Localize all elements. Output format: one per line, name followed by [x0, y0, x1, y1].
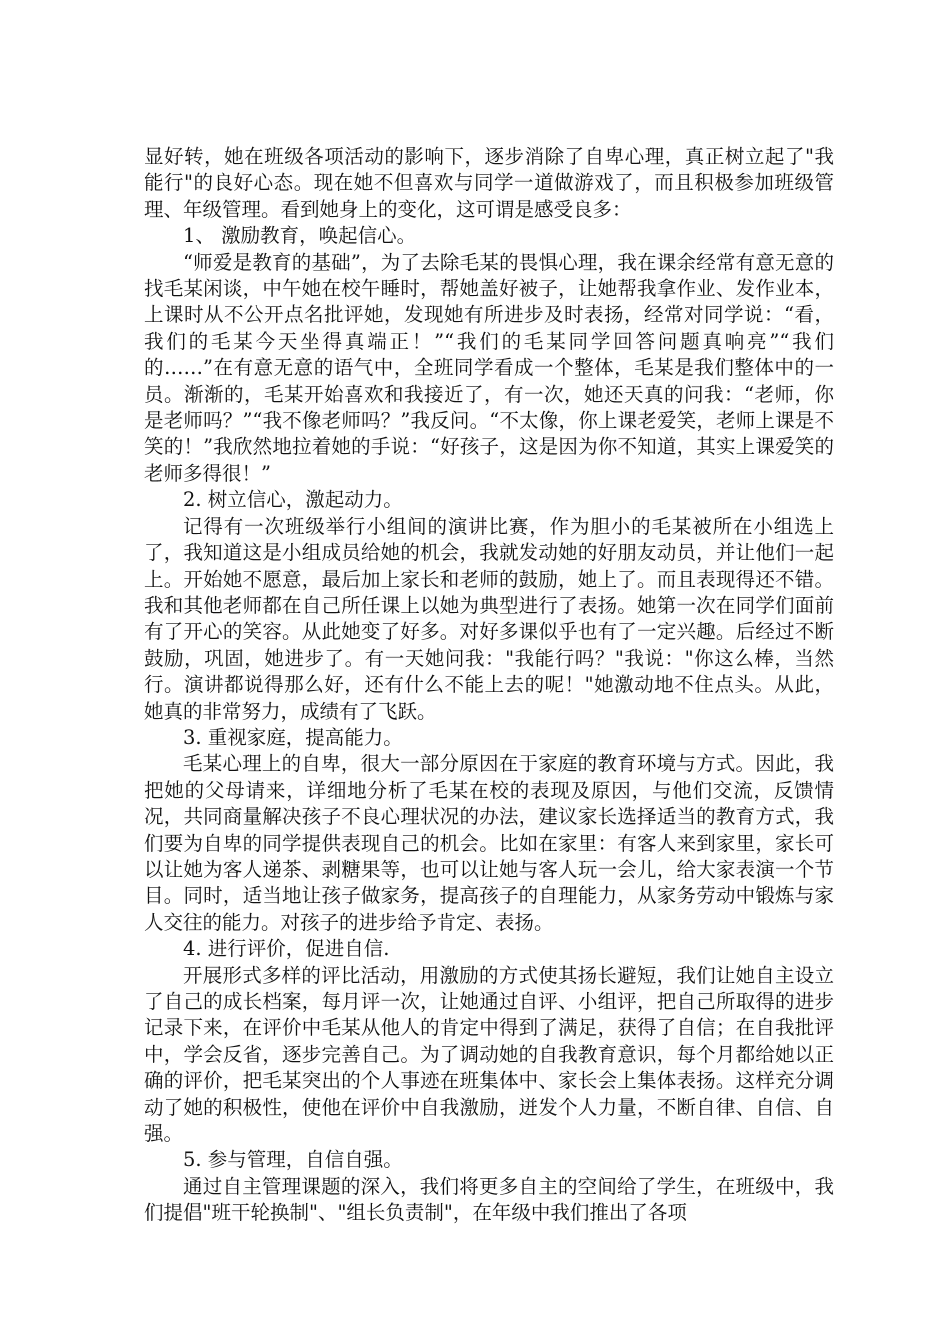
section-heading-5: 5. 参与管理，自信自强。	[183, 1148, 403, 1172]
section-heading-1: 1、 激励教育，唤起信心。	[183, 224, 417, 248]
section-heading-2: 2. 树立信心，激起动力。	[183, 488, 403, 512]
paragraph-section-4: 开展形式多样的评比活动，用激励的方式使其扬长避短，我们让她自主设立了自己的成长档案，每月评一次，让她通过自评、小组评，把自己所取得的进步记录下来，在评价中毛某从他人的肯定中得到了满足，获得了自信；在自我批评中，学会反省，逐步完善自己。为了调动她的自我教育意识，每个月都给她以正确的评价，把毛某突出的个人事迹在班集体中、家长会上集体表扬。这样充分调动了她的积极性，使他在评价中自我激励，迸发个人力量，不断自律、自信、自强。	[144, 963, 834, 1146]
paragraph-intro: 显好转，她在班级各项活动的影响下，逐步消除了自卑心理，真正树立起了"我能行"的良好心态。现在她不但喜欢与同学一道做游戏了，而且积极参加班级管理、年级管理。看到她身上的变化，这可谓是感受良多：	[144, 145, 834, 221]
paragraph-section-5: 通过自主管理课题的深入，我们将更多自主的空间给了学生，在班级中，我们提倡"班干轮换制"、"组长负责制"，在年级中我们推出了各项	[144, 1174, 834, 1225]
section-heading-3: 3. 重视家庭，提高能力。	[183, 725, 403, 749]
paragraph-section-3: 毛某心理上的自卑，很大一部分原因在于家庭的教育环境与方式。因此，我把她的父母请来，详细地分析了毛某在校的表现及原因，与他们交流，反馈情况，共同商量解决孩子不良心理状况的办法，建议家长选择适当的教育方式，我们要为自卑的同学提供表现自己的机会。比如在家里：有客人来到家里，家长可以让她为客人递茶、剥糖果等，也可以让她与客人玩一会儿，给大家表演一个节目。同时，适当地让孩子做家务，提高孩子的自理能力，从家务劳动中锻炼与家人交往的能力。对孩子的进步给予肯定、表扬。	[144, 752, 834, 934]
document-body	[144, 144, 834, 1227]
paragraph-section-1: “师爱是教育的基础”，为了去除毛某的畏惧心理，我在课余经常有意无意的找毛某闲谈，中午她在校午睡时，帮她盖好被子，让她帮我拿作业、发作业本，上课时从不公开点名批评她，发现她有所进步及时表扬，经常对同学说：“看，我们的毛某今天坐得真端正！”“我们的毛某同学回答问题真响亮”“我们的……”在有意无意的语气中，全班同学看成一个整体，毛某是我们整体中的一员。渐渐的，毛某开始喜欢和我接近了，有一次，她还天真的问我：“老师，你是老师吗？”“我不像老师吗？”我反问。“不太像，你上课老爱笑，老师上课是不笑的！”我欣然地拉着她的手说：“好孩子，这是因为你不知道，其实上课爱笑的老师多得很！”	[144, 250, 834, 485]
paragraph-section-2: 记得有一次班级举行小组间的演讲比赛，作为胆小的毛某被所在小组选上了，我知道这是小组成员给她的机会，我就发动她的好朋友动员，并让他们一起上。开始她不愿意，最后加上家长和老师的鼓励，她上了。而且表现得还不错。我和其他老师都在自己所任课上以她为典型进行了表扬。她第一次在同学们面前有了开心的笑容。从此她变了好多。对好多课似乎也有了一定兴趣。后经过不断鼓励，巩固，她进步了。有一天她问我："我能行吗？"我说："你这么棒，当然行。演讲都说得那么好，还有什么不能上去的呢！"她激动地不住点头。从此，她真的非常努力，成绩有了飞跃。	[144, 514, 834, 723]
section-heading-4: 4. 进行评价，促进自信.	[183, 937, 390, 961]
